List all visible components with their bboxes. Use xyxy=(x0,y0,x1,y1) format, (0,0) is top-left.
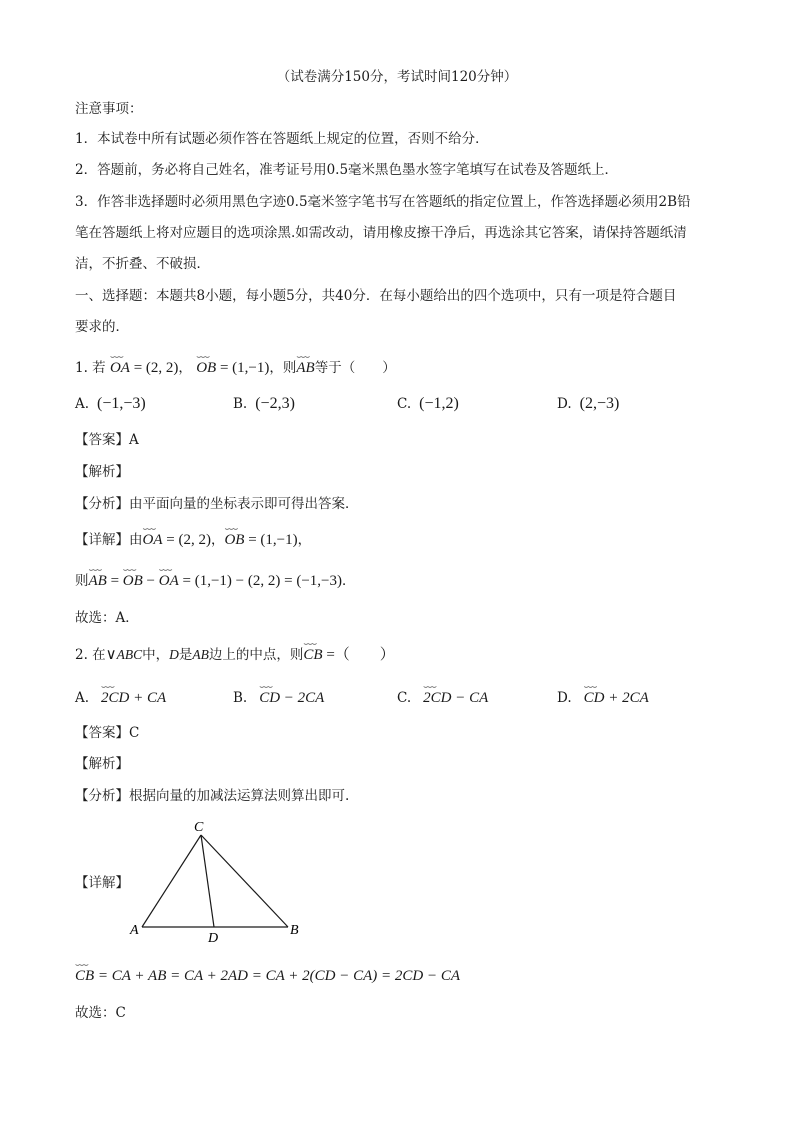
q2-fenxi: 【分析】根据向量的加减法运算法则算出即可. xyxy=(75,788,350,804)
q1-fenxi: 【分析】由平面向量的坐标表示即可得出答案． xyxy=(75,496,359,512)
label-c: C xyxy=(194,820,204,835)
q1-option-a: A. (−1,−3) xyxy=(75,395,146,412)
triangle-side-ac xyxy=(142,835,201,927)
q2-detail-tag: 【详解】 xyxy=(75,875,129,891)
median-cd xyxy=(201,835,214,927)
vector-ob: ⌣⌣⌣ OB xyxy=(123,571,143,591)
q1-choose: 故选：A． xyxy=(75,610,139,626)
q2-derivation: ⌣⌣⌣ CB = CA + AB = CA + 2AD = CA + 2(CD − CA) = 2CD − CA xyxy=(75,966,460,986)
vector-cb: ⌣⌣⌣ CB xyxy=(303,645,322,665)
answer-tag: 【答案】 xyxy=(75,432,129,448)
q1-then: ，则 xyxy=(269,360,297,376)
vector-oa: ⌣⌣⌣ OA xyxy=(159,571,179,591)
notice-1: 1．本试卷中所有试题必须作答在答题纸上规定的位置，否则不给分． xyxy=(75,131,489,147)
vector-ob: ⌣⌣⌣ OB xyxy=(224,530,244,550)
section-heading-line2: 要求的． xyxy=(75,319,129,335)
answer-value: A xyxy=(129,432,139,448)
q1-oa-value: = (2, 2) xyxy=(129,360,179,376)
q1-number: 1. 若 xyxy=(75,360,106,376)
section-heading-line1: 一、选择题：本题共8小题，每小题5分，共40分．在每小题给出的四个选项中，只有一项是符合题目 xyxy=(75,288,677,304)
triangle-figure xyxy=(125,815,315,950)
label-b: B xyxy=(290,923,299,938)
q1-detail: 【详解】由⌣⌣⌣ OA = (2, 2)，⌣⌣⌣ OB = (1,−1)， xyxy=(75,530,311,550)
q2-choose: 故选：C xyxy=(75,1005,126,1021)
q2-answer: 【答案】C xyxy=(75,725,140,741)
q2-option-b: B.⌣⌣⌣ CD − 2CA xyxy=(233,688,324,708)
question-1-stem xyxy=(75,358,396,378)
q1-option-b: B. (−2,3) xyxy=(233,395,295,412)
vector-ob: ⌣⌣⌣ OB xyxy=(196,358,216,378)
q1-detail-line2: 则⌣⌣⌣ AB = ⌣⌣⌣ OB − ⌣⌣⌣ OA = (1,−1) − (2, 2) = (−1,−3)． xyxy=(75,571,356,591)
vector-ab: ⌣⌣⌣ AB xyxy=(89,571,107,591)
vector-oa: ⌣⌣⌣ OA xyxy=(143,530,163,550)
q2-option-d: D.⌣⌣⌣ CD + 2CA xyxy=(557,688,649,708)
triangle-side-bc xyxy=(201,835,288,927)
q2-option-c: C.⌣⌣⌣ 2CD − CA xyxy=(397,688,488,708)
question-2-stem: 2. 在∨ABC中，D是AB边上的中点，则⌣⌣⌣ CB =（ ） xyxy=(75,645,395,665)
q1-ob-value: = (1,−1) xyxy=(216,360,270,376)
notice-2: 2．答题前，务必将自己姓名，准考证号用0.5毫米黑色墨水签字笔填写在试卷及答题纸上． xyxy=(75,162,619,178)
notice-title: 注意事项： xyxy=(75,101,143,117)
label-a: A xyxy=(130,923,139,938)
q1-comma: ， xyxy=(178,360,192,376)
q1-answer xyxy=(75,430,139,450)
notice-3-line3: 洁，不折叠、不破损． xyxy=(75,256,210,272)
vector-oa: ⌣⌣⌣ OA xyxy=(110,358,130,378)
notice-3-line2: 笔在答题纸上将对应题目的选项涂黑.如需改动，请用橡皮擦干净后，再选涂其它答案，请保持答题纸清 xyxy=(75,225,687,241)
q1-analysis-tag: 【解析】 xyxy=(75,464,129,480)
label-d: D xyxy=(208,931,219,946)
notice-3-line1: 3．作答非选择题时必须用黑色字迹0.5毫米签字笔书写在答题纸的指定位置上，作答选择题必须用2B铅 xyxy=(75,194,691,210)
q1-option-d: D. (2,−3) xyxy=(557,395,620,412)
q2-analysis-tag: 【解析】 xyxy=(75,756,129,772)
vector-ab: ⌣⌣⌣ AB xyxy=(296,358,314,378)
q1-tail: 等于（ ） xyxy=(314,360,396,376)
q2-option-a: A.⌣⌣⌣ 2CD + CA xyxy=(75,688,166,708)
q1-option-c: C. (−1,2) xyxy=(397,395,459,412)
exam-header: （试卷满分150分，考试时间120分钟） xyxy=(276,69,518,85)
